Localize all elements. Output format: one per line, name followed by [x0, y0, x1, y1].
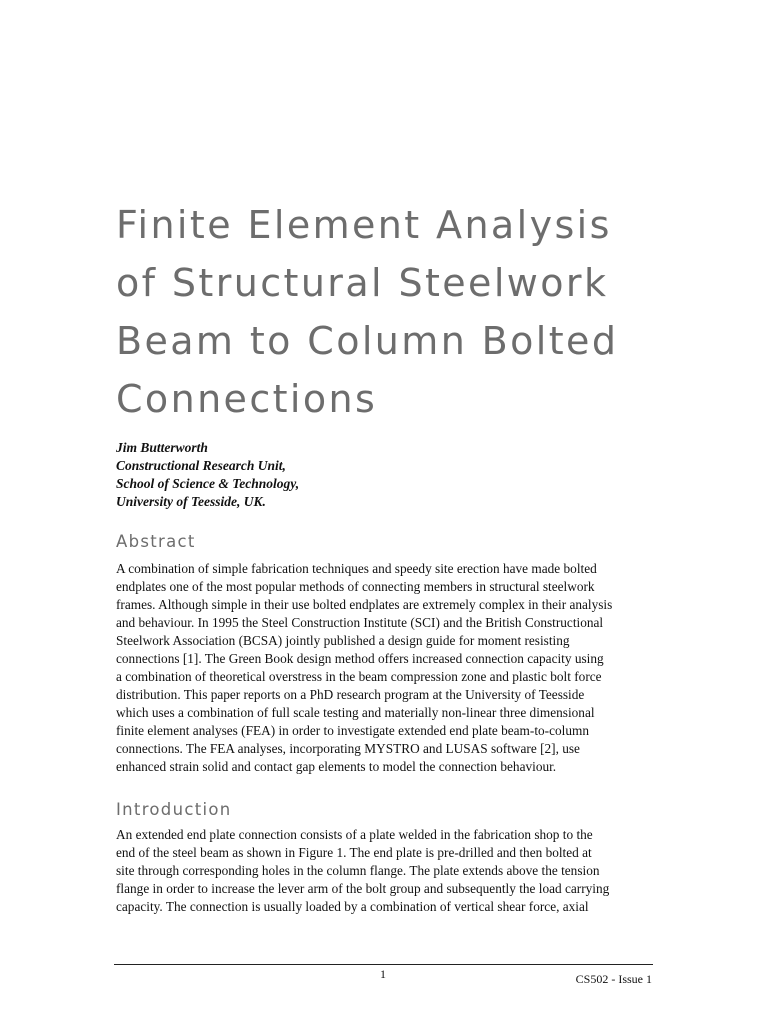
introduction-paragraph [116, 826, 676, 916]
title-line: Finite Element Analysis [116, 203, 612, 247]
text-line: finite element analyses (FEA) in order to investigate extended end plate beam-to-column [116, 723, 589, 738]
title-line: Beam to Column Bolted [116, 319, 619, 363]
author-block [116, 439, 676, 511]
title-line: Connections [116, 377, 378, 421]
author-affiliation: School of Science & Technology, [116, 476, 300, 491]
text-line: Steelwork Association (BCSA) jointly published a design guide for moment resisting [116, 633, 570, 648]
document-reference: CS502 - Issue 1 [575, 972, 652, 986]
paper-title [116, 196, 716, 428]
title-line: of Structural Steelwork [116, 261, 609, 305]
text-line: endplates one of the most popular methods of connecting members in structural steelwork [116, 579, 595, 594]
text-line: flange in order to increase the lever arm of the bolt group and subsequently the load carrying [116, 881, 610, 896]
text-line: a combination of theoretical overstress in the beam compression zone and plastic bolt force [116, 669, 602, 684]
footer-divider [114, 964, 653, 965]
text-line: capacity. The connection is usually loaded by a combination of vertical shear force, axial [116, 899, 589, 914]
text-line: site through corresponding holes in the column flange. The plate extends above the tension [116, 863, 600, 878]
author-name: Jim Butterworth [116, 440, 208, 455]
text-line: which uses a combination of full scale testing and materially non-linear three dimensional [116, 705, 595, 720]
introduction-heading: Introduction [116, 800, 232, 819]
page-number: 1 [380, 967, 386, 981]
author-affiliation: Constructional Research Unit, [116, 458, 286, 473]
text-line: frames. Although simple in their use bolted endplates are extremely complex in their analysis [116, 597, 613, 612]
text-line: enhanced strain solid and contact gap elements to model the connection behaviour. [116, 759, 557, 774]
text-line: connections. The FEA analyses, incorporating MYSTRO and LUSAS software [2], use [116, 741, 580, 756]
text-line: distribution. This paper reports on a PhD research program at the University of Teesside [116, 687, 585, 702]
abstract-heading: Abstract [116, 532, 196, 551]
text-line: An extended end plate connection consists of a plate welded in the fabrication shop to the [116, 827, 593, 842]
abstract-paragraph [116, 560, 676, 776]
text-line: end of the steel beam as shown in Figure 1. The end plate is pre-drilled and then bolted at [116, 845, 592, 860]
author-affiliation: University of Teesside, UK. [116, 494, 266, 509]
text-line: connections [1]. The Green Book design method offers increased connection capacity using [116, 651, 604, 666]
text-line: A combination of simple fabrication techniques and speedy site erection have made bolted [116, 561, 597, 576]
text-line: and behaviour. In 1995 the Steel Construction Institute (SCI) and the British Constructional [116, 615, 604, 630]
